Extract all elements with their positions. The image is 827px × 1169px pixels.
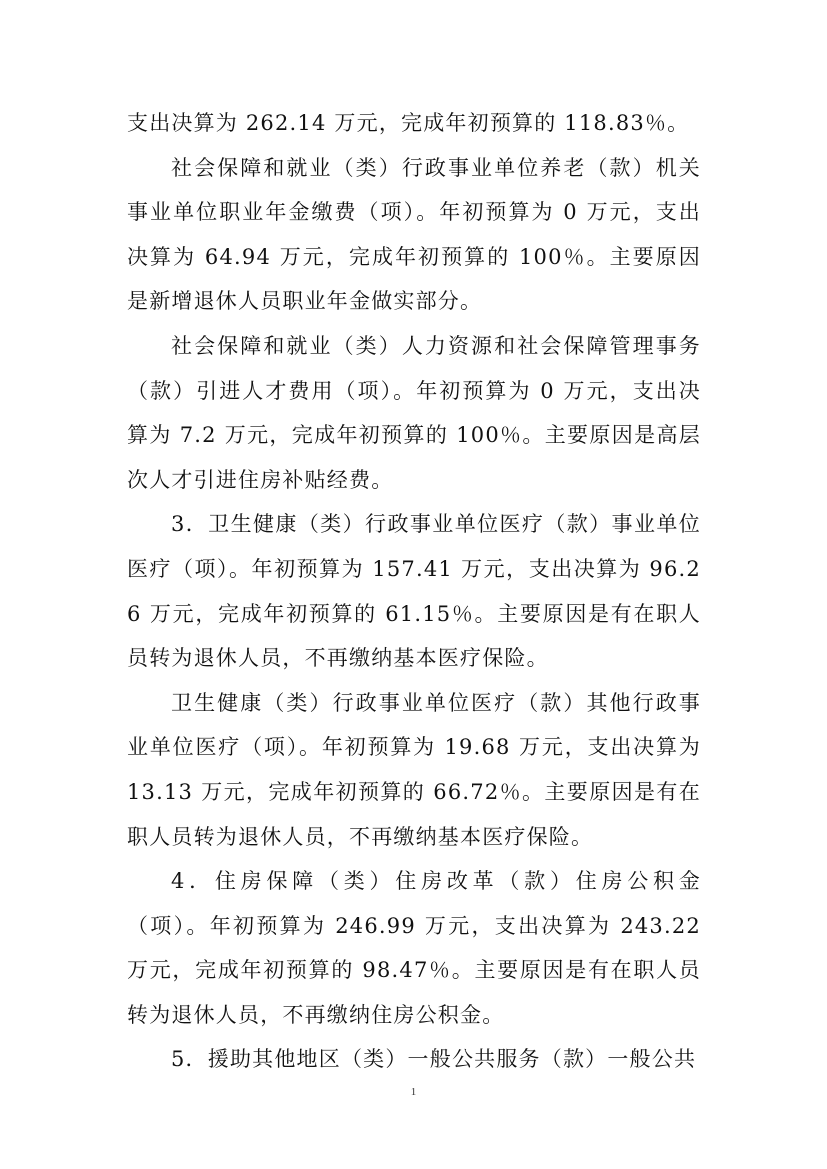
paragraph-aid-other-regions: 5．援助其他地区（类）一般公共服务（款）一般公共 xyxy=(171,1047,697,1072)
paragraph-housing-fund: 4．住房保障（类）住房改革（款）住房公积金（项）。年初预算为 246.99 万元，支出决算为 243.22 万元，完成年初预算的 98.47％。主要原因是有在职人员转为退休人员，不再缴纳住房公积金。 xyxy=(127,869,701,1027)
page-number: 1 xyxy=(410,1086,417,1098)
paragraph-occupational-annuity: 社会保障和就业（类）行政事业单位养老（款）机关事业单位职业年金缴费（项）。年初预算为 0 万元，支出决算为 64.94 万元，完成年初预算的 100％。主要原因是新增退休人员职业年金做实部分。 xyxy=(127,155,701,314)
paragraph-public-institution-medical: 3．卫生健康（类）行政事业单位医疗（款）事业单位医疗（项）。年初预算为 157.41 万元，支出决算为 96.26 万元，完成年初预算的 61.15％。主要原因是有在职人员转为退休人员，不再缴纳基本医疗保险。 xyxy=(127,512,701,671)
paragraph-other-medical: 卫生健康（类）行政事业单位医疗（款）其他行政事业单位医疗（项）。年初预算为 19.68 万元，支出决算为 13.13 万元，完成年初预算的 66.72％。主要原因是有在职人员转为退休人员，不再缴纳基本医疗保险。 xyxy=(127,690,701,849)
paragraph-expenditure-summary: 支出决算为 262.14 万元，完成年初预算的 118.83％。 xyxy=(127,111,690,135)
paragraph-talent-introduction: 社会保障和就业（类）人力资源和社会保障管理事务（款）引进人才费用（项）。年初预算为 0 万元，支出决算为 7.2 万元，完成年初预算的 100％。主要原因是高层次人才引进住房补贴经费。 xyxy=(127,333,701,492)
document-body xyxy=(127,101,701,1082)
